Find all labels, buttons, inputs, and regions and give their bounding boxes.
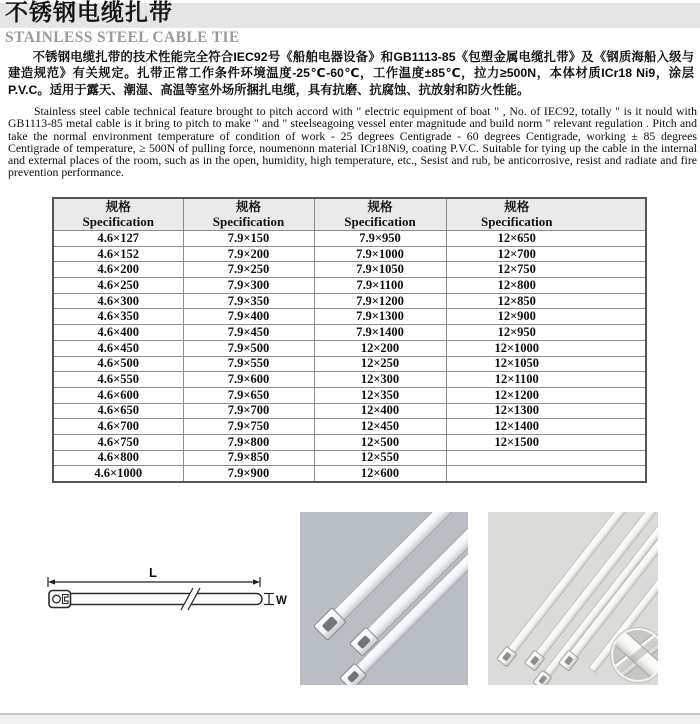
table-row — [53, 372, 646, 388]
page-subtitle: STAINLESS STEEL CABLE TIE — [5, 29, 240, 46]
spec-cell: 4.6×750 — [53, 434, 183, 450]
spec-cell: 12×850 — [446, 293, 646, 309]
cable-tie-dimension-diagram — [40, 560, 300, 670]
spec-cell: 4.6×1000 — [53, 466, 183, 482]
spec-cell: 7.9×500 — [183, 340, 314, 356]
intro-paragraph-en: Stainless steel cable technical feature brought to pitch accord with " electric equipment of boat " , No. of IEC92, totally " is it nould with GB1113-85 metal cable is it bring to pitch to make " and " steelseagoing vessel enter magnitude and build norm " relevant regulation . Pitch and take the normal environment temperature of condition of work - 25 degrees Centigrade - 60 degrees Centigrade, working ± 85 degrees Centigrade of temperature, ≥ 500N of pulling force, noumenonn material ICr18Ni9, coating P.V.C. Suitable for tying up the cable in the internal and external places of the room, such as in the open, humidity, high temperature, etc., Sesist and rub, be anticorrosive, resist and radiate and fire prevention performance. — [8, 104, 697, 180]
spec-cell: 7.9×300 — [183, 278, 314, 294]
spec-cell: 4.6×350 — [53, 309, 183, 325]
spec-cell: 12×500 — [314, 434, 446, 450]
spec-cell: 12×450 — [314, 419, 446, 435]
spec-cell: 12×950 — [446, 325, 646, 341]
spec-cell: 7.9×1000 — [314, 246, 446, 262]
spec-cell: 7.9×450 — [183, 325, 314, 341]
spec-cell: 4.6×800 — [53, 450, 183, 466]
spec-cell: 4.6×127 — [53, 231, 183, 247]
spec-cell: 4.6×450 — [53, 340, 183, 356]
spec-cell: 7.9×650 — [183, 387, 314, 403]
length-dimension-label: L — [149, 565, 157, 580]
spec-cell: 7.9×1050 — [314, 262, 446, 278]
footer-band — [0, 715, 700, 724]
spec-column-header — [446, 198, 646, 231]
spec-cell: 4.6×650 — [53, 403, 183, 419]
spec-cell: 12×800 — [446, 278, 646, 294]
spec-cell: 12×1050 — [446, 356, 646, 372]
table-row — [53, 403, 646, 419]
spec-cell: 12×1300 — [446, 403, 646, 419]
spec-cell: 4.6×500 — [53, 356, 183, 372]
spec-column-header — [314, 198, 446, 231]
spec-header-en: Specification — [212, 214, 285, 229]
spec-cell: 12×200 — [314, 340, 446, 356]
spec-cell — [446, 466, 646, 482]
spec-cell: 4.6×200 — [53, 262, 183, 278]
tie-band-outline — [70, 594, 262, 605]
spec-cell: 7.9×1300 — [314, 309, 446, 325]
spec-cell: 7.9×1400 — [314, 325, 446, 341]
spec-cell: 7.9×400 — [183, 309, 314, 325]
spec-cell: 7.9×700 — [183, 403, 314, 419]
spec-cell: 7.9×250 — [183, 262, 314, 278]
spec-cell: 7.9×200 — [183, 246, 314, 262]
intro-paragraph-zh: 不锈钢电缆扎带的技术性能完全符合IEC92号《船舶电器设备》和GB1113-85《包塑金属电缆扎带》及《钢质海船入级与建造规范》有关规定。扎带正常工作条件环境温度-25℃-60℃，工作温度±85℃，拉力≥500N，本体材质ICr18 Ni9，涂层P.V.C。适用于露天、潮湿、高温等室外场所捆扎电缆，具有抗磨、抗腐蚀、抗放射和防火性能。 — [8, 50, 694, 97]
photo-background — [300, 512, 468, 685]
spec-cell: 7.9×900 — [183, 466, 314, 482]
table-row — [53, 450, 646, 466]
table-row — [53, 387, 646, 403]
spec-cell: 7.9×550 — [183, 356, 314, 372]
table-row — [53, 466, 646, 482]
table-row — [53, 262, 646, 278]
page-title: 不锈钢电缆扎带 — [5, 0, 173, 25]
spec-cell: 12×550 — [314, 450, 446, 466]
spec-header-zh: 规格 — [235, 200, 261, 214]
spec-cell: 7.9×950 — [314, 231, 446, 247]
table-row — [53, 231, 646, 247]
spec-cell: 12×400 — [314, 403, 446, 419]
spec-header-zh: 规格 — [367, 200, 393, 214]
spec-cell: 12×600 — [314, 466, 446, 482]
spec-header-en: Specification — [344, 214, 416, 229]
arrowhead-right-icon — [253, 579, 260, 584]
spec-cell: 7.9×850 — [183, 450, 314, 466]
spec-cell: 4.6×700 — [53, 419, 183, 435]
spec-cell: 12×1000 — [446, 340, 646, 356]
spec-cell: 7.9×750 — [183, 419, 314, 435]
spec-cell: 4.6×550 — [53, 372, 183, 388]
arrowhead-left-icon — [48, 579, 55, 584]
width-dimension-label: W — [276, 595, 287, 607]
spec-cell: 4.6×250 — [53, 278, 183, 294]
table-row — [53, 325, 646, 341]
cable-ties-photo-2 — [488, 512, 658, 685]
spec-cell: 4.6×400 — [53, 325, 183, 341]
spec-column-header — [183, 198, 314, 231]
spec-cell: 12×1400 — [446, 419, 646, 435]
cable-ties-photo-svg — [300, 512, 468, 685]
spec-cell: 7.9×350 — [183, 293, 314, 309]
table-row — [53, 356, 646, 372]
spec-cell: 12×900 — [446, 309, 646, 325]
spec-header-en: Specification — [82, 214, 154, 229]
table-row — [53, 246, 646, 262]
spec-cell: 12×650 — [446, 231, 646, 247]
spec-cell: 4.6×152 — [53, 246, 183, 262]
table-row — [53, 340, 646, 356]
spec-header-en: Specification — [481, 214, 553, 229]
width-dimension-line — [264, 594, 274, 605]
spec-cell: 12×1500 — [446, 434, 646, 450]
spec-cell: 12×700 — [446, 246, 646, 262]
spec-header-zh: 规格 — [504, 200, 530, 214]
spec-cell: 7.9×1100 — [314, 278, 446, 294]
spec-cell: 4.6×300 — [53, 293, 183, 309]
spec-cell: 12×750 — [446, 262, 646, 278]
table-row — [53, 434, 646, 450]
spec-cell: 4.6×600 — [53, 387, 183, 403]
spec-cell: 12×1100 — [446, 372, 646, 388]
spec-cell: 7.9×150 — [183, 231, 314, 247]
spec-cell — [446, 450, 646, 466]
table-row — [53, 309, 646, 325]
cable-ties-photo-2-svg — [488, 512, 658, 685]
spec-cell: 12×350 — [314, 387, 446, 403]
spec-cell: 12×1200 — [446, 387, 646, 403]
spec-cell: 7.9×800 — [183, 434, 314, 450]
table-row — [53, 293, 646, 309]
table-header-row — [53, 198, 646, 231]
spec-column-header — [53, 198, 183, 231]
spec-header-zh: 规格 — [105, 200, 131, 214]
spec-cell: 7.9×600 — [183, 372, 314, 388]
cable-tie-diagram-svg — [40, 560, 300, 670]
cable-ties-photo — [300, 512, 468, 685]
specification-table — [52, 197, 647, 483]
table-row — [53, 278, 646, 294]
spec-table-body — [53, 231, 646, 483]
spec-cell: 12×250 — [314, 356, 446, 372]
table-row — [53, 419, 646, 435]
spec-cell: 7.9×1200 — [314, 293, 446, 309]
spec-cell: 12×300 — [314, 372, 446, 388]
